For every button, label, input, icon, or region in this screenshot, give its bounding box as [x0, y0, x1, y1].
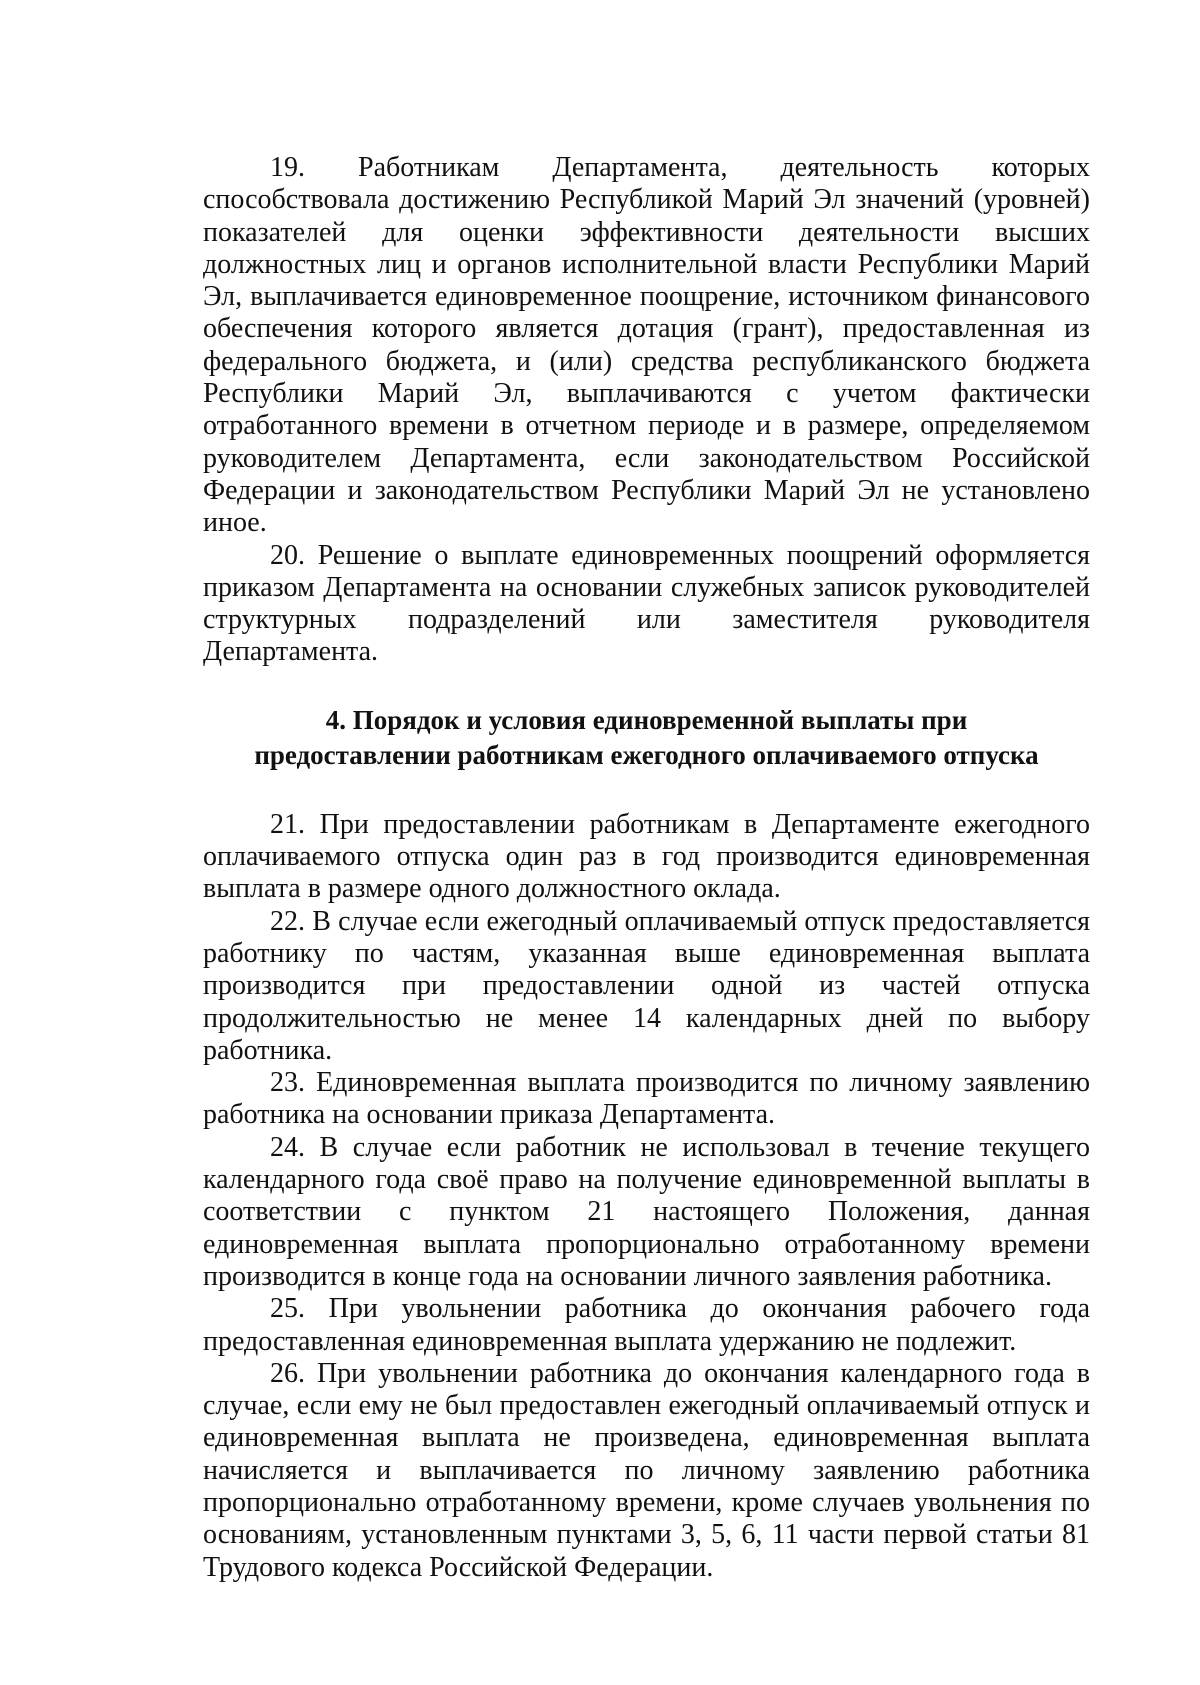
section-heading [203, 703, 1090, 773]
section-heading-line-1: 4. Порядок и условия единовременной выплаты при [325, 704, 968, 735]
paragraph-21: 21. При предоставлении работникам в Департаменте ежегодного оплачиваемого отпуска один раз в год производится единовременная выплата в размере одного должностного оклада. [203, 808, 1090, 905]
section-heading-line-2: предоставлении работникам ежегодного оплачиваемого отпуска [254, 739, 1039, 770]
paragraph-20: 20. Решение о выплате единовременных поощрений оформляется приказом Департамента на основании служебных записок руководителей структурных подразделений или заместителя руководителя Департамента. [203, 539, 1090, 668]
paragraph-26: 26. При увольнении работника до окончания календарного года в случае, если ему не был предоставлен ежегодный оплачиваемый отпуск и единовременная выплата не произведена, единовременная выплата начисляется и выплачивается по личному заявлению работника пропорционально отработанному времени, кроме случаев увольнения по основаниям, установленным пунктами 3, 5, 6, 11 части первой статьи 81 Трудового кодекса Российской Федерации. [203, 1357, 1090, 1583]
paragraph-22: 22. В случае если ежегодный оплачиваемый отпуск предоставляется работнику по частям, указанная выше единовременная выплата производится при предоставлении одной из частей отпуска продолжительностью не менее 14 календарных дней по выбору работника. [203, 905, 1090, 1066]
document-page [203, 152, 1090, 1584]
paragraph-24: 24. В случае если работник не использовал в течение текущего календарного года своё право на получение единовременной выплаты в соответствии с пунктом 21 настоящего Положения, данная единовременная выплата пропорционально отработанному времени производится в конце года на основании личного заявления работника. [203, 1131, 1090, 1292]
paragraph-23: 23. Единовременная выплата производится по личному заявлению работника на основании приказа Департамента. [203, 1067, 1090, 1131]
paragraph-25: 25. При увольнении работника до окончания рабочего года предоставленная единовременная выплата удержанию не подлежит. [203, 1293, 1090, 1357]
paragraph-19: 19. Работникам Департамента, деятельность которых способствовала достижению Республикой Марий Эл значений (уровней) показателей для оценки эффективности деятельности высших должностных лиц и органов исполнительной власти Республики Марий Эл, выплачивается единовременное поощрение, источником финансового обеспечения которого является дотация (грант), предоставленная из федерального бюджета, и (или) средства республиканского бюджета Республики Марий Эл, выплачиваются с учетом фактически отработанного времени в отчетном периоде и в размере, определяемом руководителем Департамента, если законодательством Российской Федерации и законодательством Республики Марий Эл не установлено иное. [203, 152, 1090, 539]
